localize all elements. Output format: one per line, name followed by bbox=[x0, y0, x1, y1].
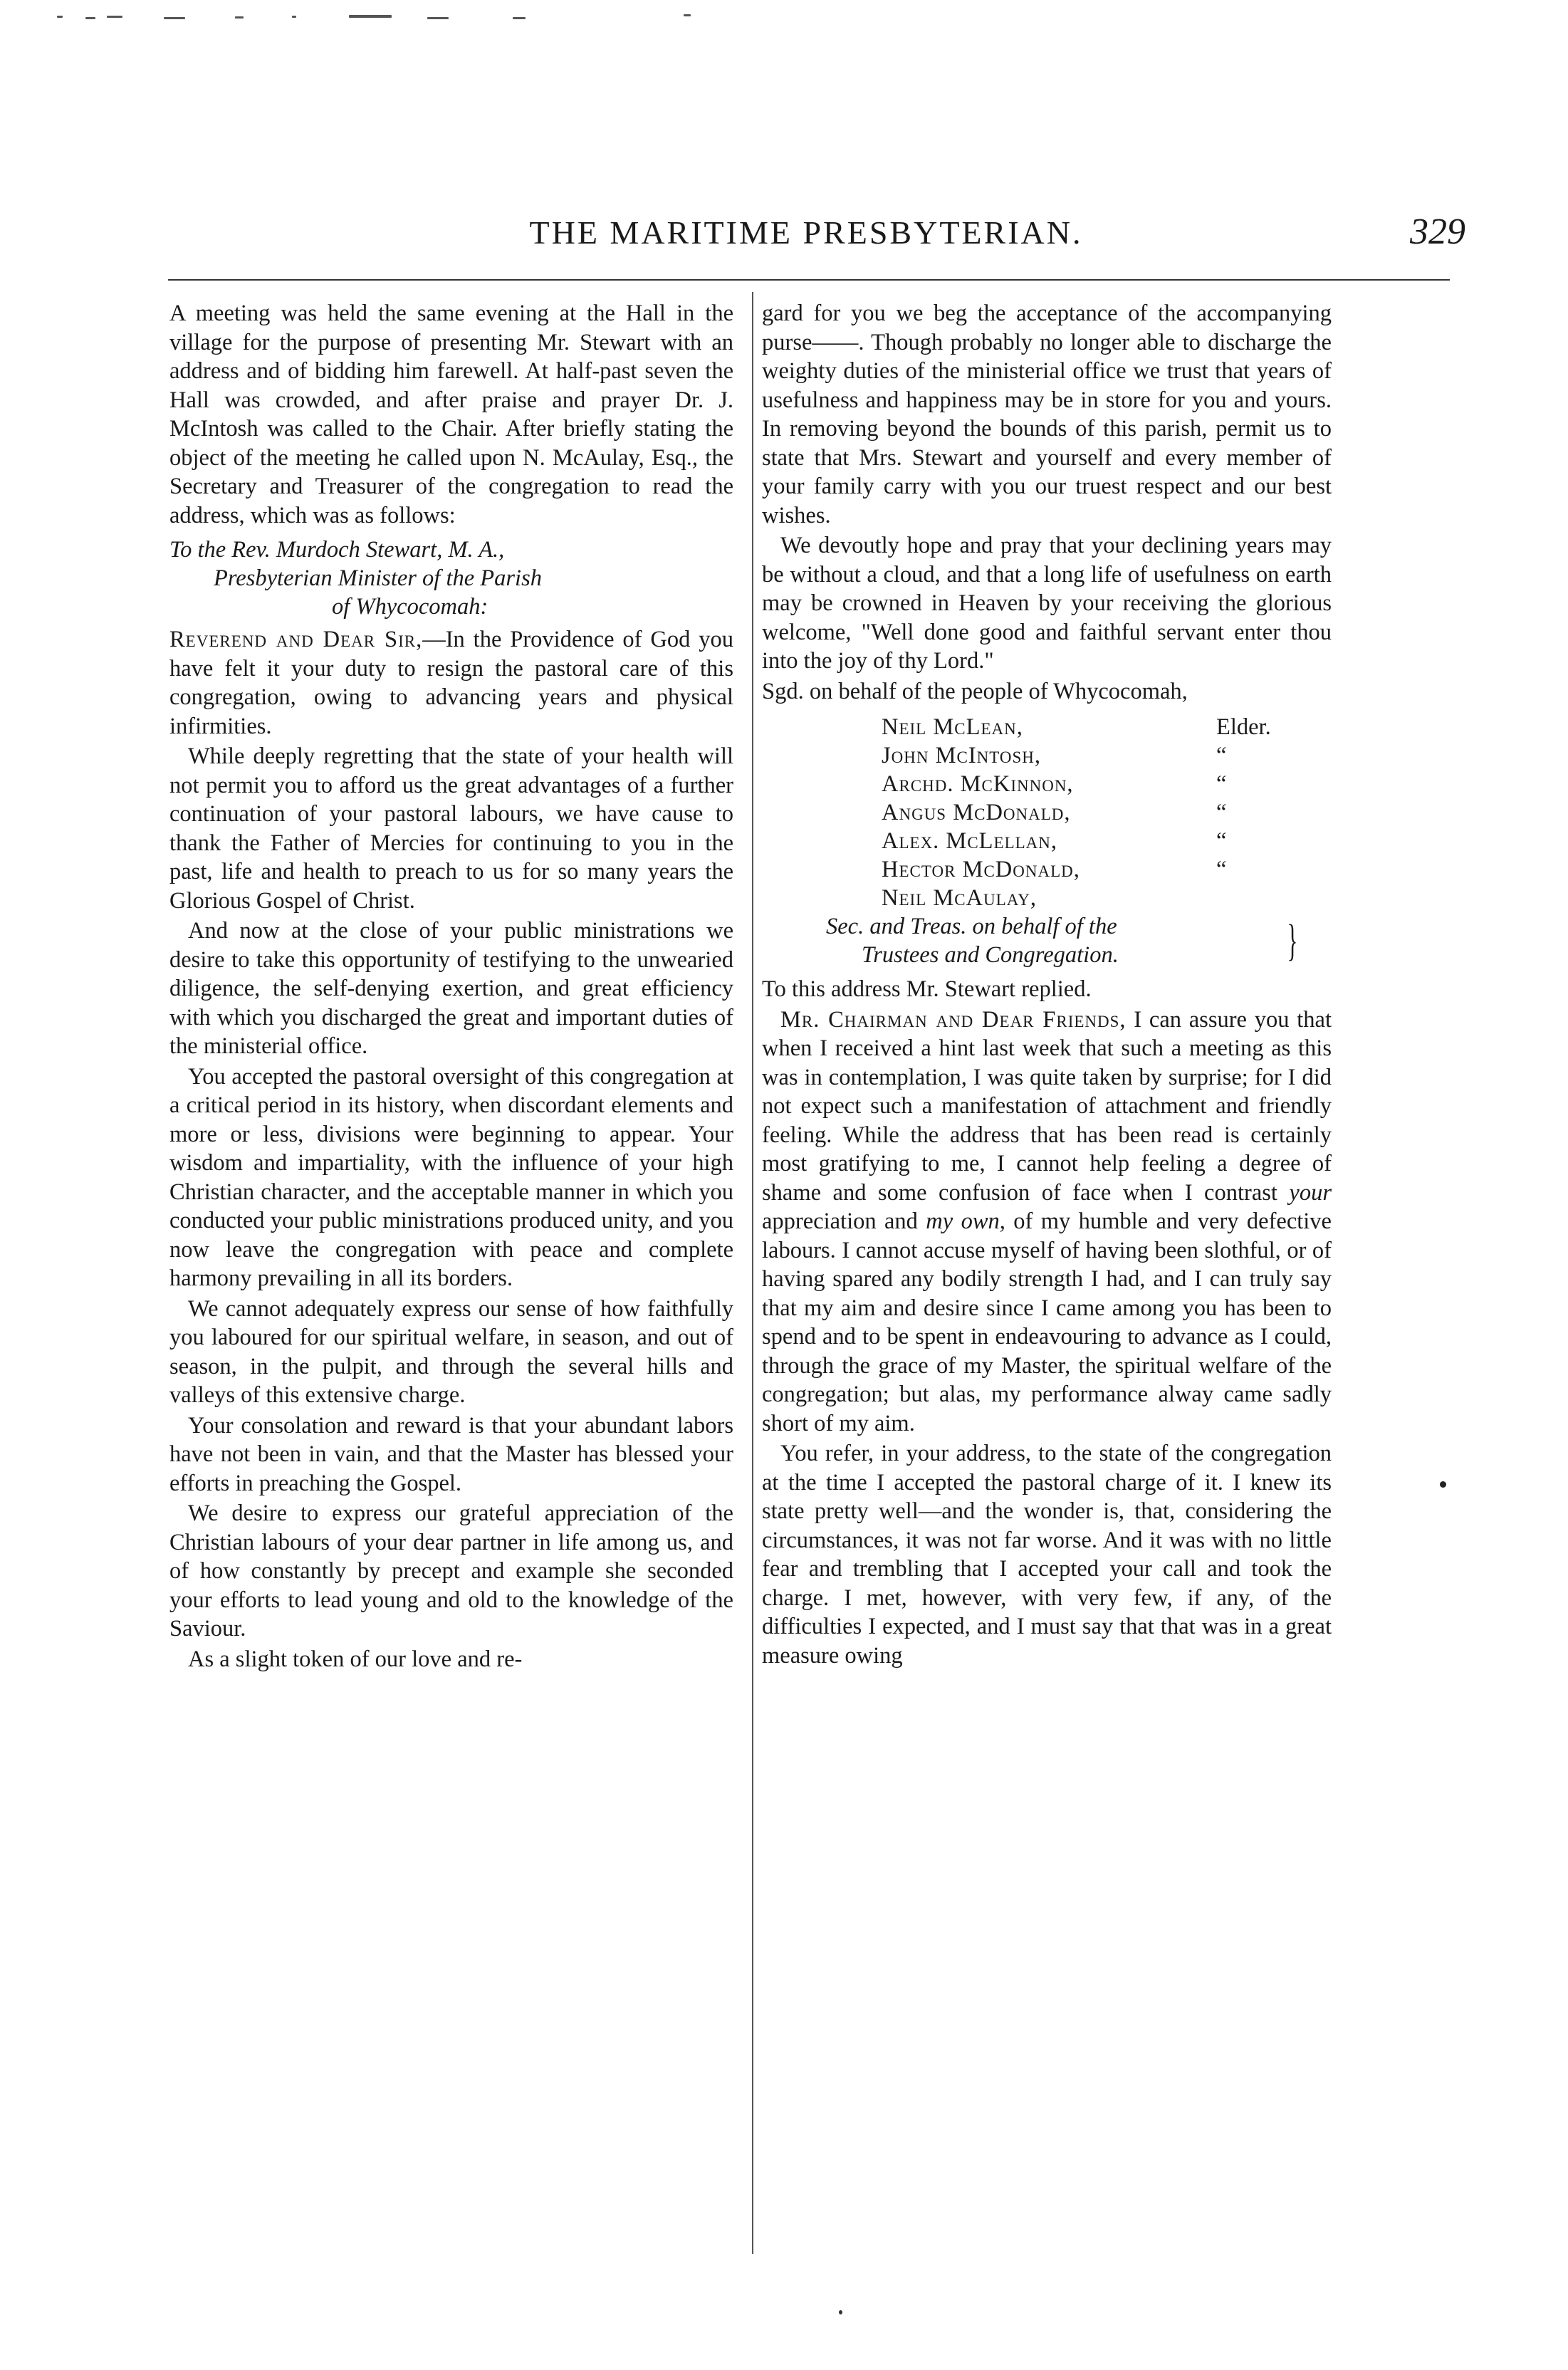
signature-row bbox=[762, 770, 1332, 798]
paragraph-text: appreciation and bbox=[762, 1209, 926, 1234]
paragraph: Your consolation and reward is that your abundant labors have not been in vain, and that the Master has blessed your efforts in preaching the Gospel. bbox=[169, 1412, 733, 1496]
signatory-role: “ bbox=[1216, 800, 1227, 825]
paragraph-text: I can assure you that when I received a hint last week that such a meeting as this was in contemplation, I was quite taken by surprise; for I did not expect such a manifestation of attachment and friendly feeling. While the address that has been read is certainly most gratifying to me, I cannot help feeling a degree of shame and some confusion of face when I contrast bbox=[762, 1006, 1332, 1206]
paragraph: As a slight token of our love and re- bbox=[188, 1646, 523, 1672]
signature-row bbox=[762, 855, 1332, 884]
brace-glyph: } bbox=[1287, 917, 1298, 965]
emphasis: your bbox=[1289, 1179, 1332, 1206]
paragraph: A meeting was held the same evening at the Hall in the village for the purpose of presenting Mr. Stewart with an address and of bidding him farewell. At half-past seven the Hall was crowded, and after praise and prayer Dr. J. McIntosh was called to the Chair. After briefly stating the object of the meeting he called upon N. McAulay, Esq., the Secretary and Treasurer of the congregation to read the address, which was as follows: bbox=[169, 301, 733, 528]
paragraph bbox=[762, 1006, 1332, 1439]
margin-dot bbox=[1440, 1481, 1446, 1488]
signature-row bbox=[762, 741, 1332, 770]
paragraph-text: of my humble and very defective labours. I cannot accuse myself of having been slothful, or of having spared any bodily strength I had, and I can truly say that my aim and desire since I came among you has been to spend and to be spent in endeavouring to advance as I could, through the grace of my Master, the spiritual welfare of the congregation; but alas, my performance alway came sadly short of my aim. bbox=[762, 1209, 1332, 1436]
scan-specks bbox=[57, 9, 769, 30]
page-number: 329 bbox=[1410, 212, 1465, 252]
secretary-note-line: Sec. and Treas. on behalf of the bbox=[826, 914, 1117, 939]
paragraph: Sgd. on behalf of the people of Whycocomah, bbox=[762, 678, 1188, 704]
address-heading bbox=[169, 536, 733, 621]
paragraph: You accepted the pastoral oversight of this congregation at a critical period in its history, when discordant elements and more or less, divisions were beginning to appear. Your wisdom and impartiality, with the influence of your high Christian character, and the acceptable manner in which you conducted your public ministrations produced unity, and you now leave the congregation with peace and complete harmony prevailing in all its borders. bbox=[169, 1063, 733, 1291]
signatory-role: Elder. bbox=[1216, 714, 1271, 740]
address-line: To the Rev. Murdoch Stewart, M. A., bbox=[169, 537, 505, 563]
paragraph: We devoutly hope and pray that your declining years may be without a cloud, and that a long life of usefulness on earth may be crowned in Heaven by your receiving the glorious welcome, "Well done good and faithful servant enter thou into the joy of thy Lord." bbox=[762, 533, 1332, 674]
bottom-dot bbox=[839, 2310, 842, 2314]
signatory-name: Alex. McLellan, bbox=[882, 828, 1058, 854]
signature-row bbox=[762, 827, 1332, 855]
signatory-role: “ bbox=[1216, 743, 1227, 768]
paragraph: gard for you we beg the acceptance of the accompanying purse——. Though probably no longer able to discharge the weighty duties of the ministerial office we trust that years of usefulness and happiness may be in store for you and yours. In removing beyond the bounds of this parish, permit us to state that Mrs. Stewart and yourself and every member of your family carry with you our truest respect and our best wishes. bbox=[762, 301, 1332, 528]
emphasis: my own, bbox=[926, 1209, 1005, 1234]
signatory-name: Neil McAulay, bbox=[882, 885, 1037, 911]
signatory-role bbox=[1216, 884, 1309, 912]
paragraph bbox=[169, 625, 733, 741]
paragraph: While deeply regretting that the state of your health will not permit you to afford us the great advantages of a further continuation of your pastoral labours, we have cause to thank the Father of Mercies for continuing to you in the past, life and health to preach to us for so many years the Glorious Gospel of Christ. bbox=[169, 743, 733, 914]
signatory-name: Archd. McKinnon, bbox=[882, 771, 1074, 797]
signatory-role: “ bbox=[1216, 828, 1227, 854]
paragraph: And now at the close of your public ministrations we desire to take this opportunity of testifying to the unwearied diligence, the self-denying exertion, and great efficiency with which you discharged the great and important duties of the ministerial office. bbox=[169, 918, 733, 1059]
signatory-name: Neil McLean, bbox=[882, 714, 1023, 740]
running-head: THE MARITIME PRESBYTERIAN. bbox=[529, 214, 1083, 251]
signatory-role: “ bbox=[1216, 857, 1227, 882]
signature-row bbox=[762, 884, 1332, 912]
address-line: of Whycocomah: bbox=[332, 594, 488, 620]
paragraph-text: —In the Providence of God you have felt it your duty to resign the pastoral care of this congregation, owing to advancing years and physical infirmities. bbox=[169, 627, 733, 739]
signature-list bbox=[762, 713, 1332, 969]
signature-row bbox=[762, 798, 1332, 827]
right-column bbox=[762, 299, 1332, 1671]
header-rule bbox=[168, 279, 1450, 281]
reply-salutation: Mr. Chairman and Dear Friends, bbox=[780, 1006, 1127, 1033]
paragraph: You refer, in your address, to the state of the congregation at the time I accepted the pastoral charge of it. I knew its state pretty well—and the wonder is, that, considering the circumstances, it was not far worse. And it was with no little fear and trembling that I accepted your call and took the charge. I met, however, with very few, if any, of the difficulties I expected, and I must say that that was in a great measure owing bbox=[762, 1441, 1332, 1669]
paragraph: We desire to express our grateful appreciation of the Christian labours of your dear partner in life among us, and of how constantly by precept and example she seconded your efforts to lead young and old to the knowledge of the Saviour. bbox=[169, 1500, 733, 1641]
signatory-name: Angus McDonald, bbox=[882, 800, 1071, 825]
signature-row bbox=[762, 713, 1332, 741]
secretary-note-line: Trustees and Congregation. bbox=[862, 942, 1119, 968]
signatory-role: “ bbox=[1216, 771, 1227, 797]
secretary-note bbox=[762, 912, 1332, 969]
signatory-name: John McIntosh, bbox=[882, 743, 1042, 768]
paragraph: We cannot adequately express our sense of how faithfully you laboured for our spiritual welfare, in season, and out of season, in the pulpit, and through the several hills and valleys of this extensive charge. bbox=[169, 1295, 733, 1408]
salutation: Reverend and Dear Sir, bbox=[169, 627, 423, 652]
column-divider bbox=[752, 292, 753, 2254]
address-line: Presbyterian Minister of the Parish bbox=[214, 565, 542, 591]
paragraph: To this address Mr. Stewart replied. bbox=[762, 976, 1092, 1002]
left-column bbox=[169, 299, 733, 1675]
signatory-name: Hector McDonald, bbox=[882, 857, 1080, 882]
